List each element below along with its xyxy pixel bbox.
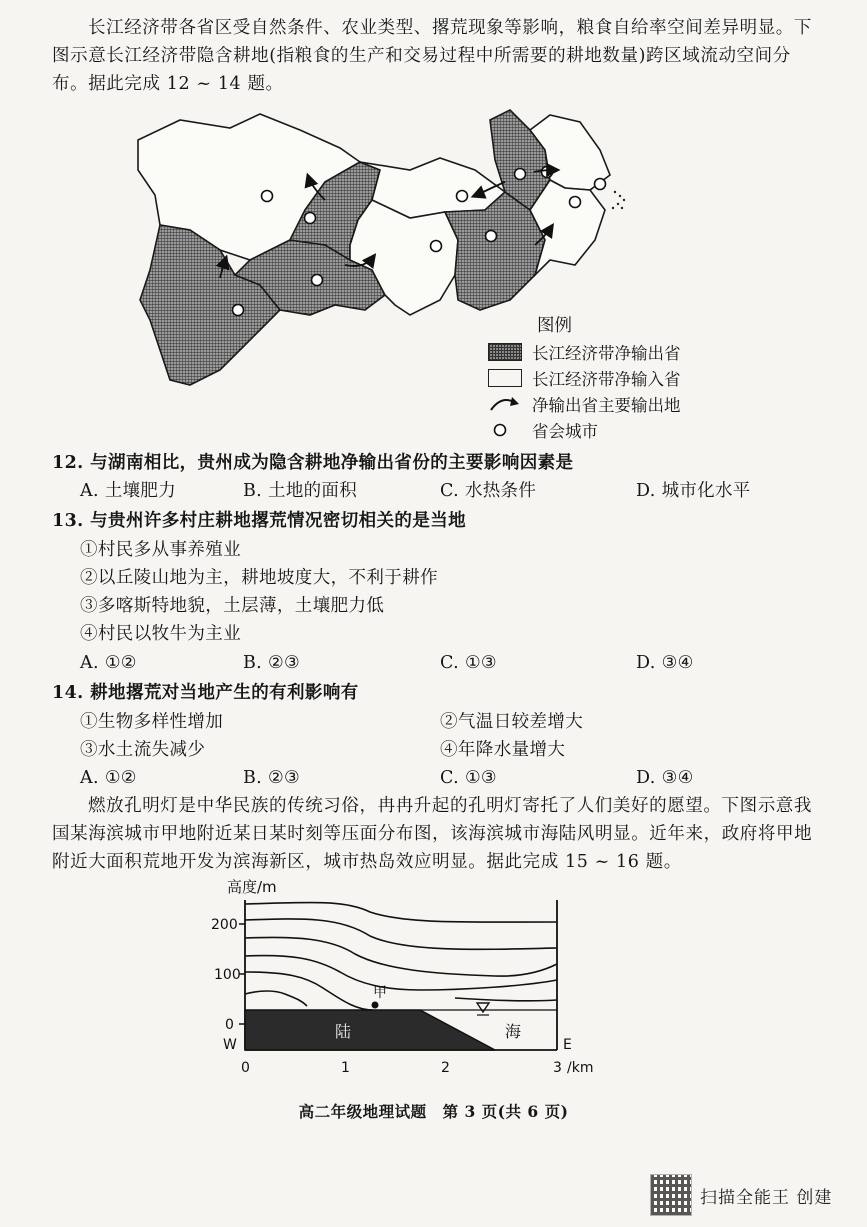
city-hangzhou <box>570 197 581 208</box>
hatch-swatch-icon <box>488 343 522 361</box>
west-label: W <box>223 1037 237 1053</box>
city-nanjing <box>542 167 553 178</box>
page-footer: 高二年级地理试题 第 3 页(共 6 页) <box>298 1102 569 1121</box>
legend-net-import: 长江经济带净输入省 <box>488 366 681 390</box>
xtick-0: 0 <box>241 1060 250 1076</box>
circle-icon <box>488 420 522 440</box>
curved-arrow-icon <box>488 394 522 414</box>
q12-option-b[interactable]: B. 土地的面积 <box>243 481 358 501</box>
q12-option-a[interactable]: A. 土壤肥力 <box>80 481 177 501</box>
xtick-1: 1 <box>341 1060 350 1076</box>
question-14-stem: 14. 耕地撂荒对当地产生的有利影响有 <box>52 683 359 703</box>
sea-label: 海 <box>505 1022 522 1041</box>
east-label: E <box>563 1037 572 1053</box>
q13-option-a[interactable]: A. ①② <box>80 653 137 673</box>
city-changsha <box>431 241 442 252</box>
site-label: 甲 <box>373 985 387 1001</box>
q14-option-d[interactable]: D. ③④ <box>636 768 694 788</box>
city-hefei <box>515 169 526 180</box>
site-marker <box>372 1002 379 1009</box>
legend-net-export: 长江经济带净输出省 <box>488 340 681 364</box>
city-shanghai <box>595 179 606 190</box>
ytick-100: 100 <box>214 967 241 983</box>
xtick-3: 3 <box>553 1060 562 1076</box>
xtick-2: 2 <box>441 1060 450 1076</box>
water-level-icon <box>477 1003 489 1012</box>
question-12-stem: 12. 与湖南相比，贵州成为隐含耕地净输出省份的主要影响因素是 <box>52 453 574 473</box>
ytick-0: 0 <box>225 1017 234 1033</box>
q14-item-4: ④年降水量增大 <box>440 740 566 760</box>
q14-item-1: ①生物多样性增加 <box>80 712 224 732</box>
q14-item-2: ②气温日较差增大 <box>440 712 584 732</box>
city-guiyang <box>312 275 323 286</box>
city-wuhan <box>457 191 468 202</box>
legend-export-arrow: 净输出省主要输出地 <box>488 392 681 416</box>
q14-option-a[interactable]: A. ①② <box>80 768 137 788</box>
white-swatch-icon <box>488 369 522 387</box>
watermark-text: 扫描全能王 创建 <box>700 1187 833 1208</box>
city-kunming <box>233 305 244 316</box>
qr-code-icon <box>650 1174 692 1216</box>
city-chengdu <box>262 191 273 202</box>
land-block <box>245 1010 495 1050</box>
q14-option-b[interactable]: B. ②③ <box>243 768 301 788</box>
q12-option-d[interactable]: D. 城市化水平 <box>636 481 751 501</box>
scanner-watermark <box>650 1170 860 1220</box>
ytick-200: 200 <box>211 917 238 933</box>
q13-option-d[interactable]: D. ③④ <box>636 653 694 673</box>
q13-item-2: ②以丘陵山地为主，耕地坡度大，不利于耕作 <box>80 568 438 588</box>
land-label: 陆 <box>335 1022 352 1041</box>
passage-intro-15-16: 燃放孔明灯是中华民族的传统习俗，冉冉升起的孔明灯寄托了人们美好的愿望。下图示意我国某海滨城市甲地附近某日某时刻等压面分布图，该海滨城市海陆风明显。近年来，政府将甲地附近大面积荒地开发为滨海新区，城市热岛效应明显。据此完成 15 ~ 16 题。 <box>52 796 813 872</box>
passage-intro-12-14: 长江经济带各省区受自然条件、农业类型、撂荒现象等影响，粮食自给率空间差异明显。下图示意长江经济带隐含耕地(指粮食的生产和交易过程中所需要的耕地数量)跨区域流动空间分布。据此完成 12 ~ 14 题。 <box>52 18 812 94</box>
profile-ylabel: 高度/m <box>227 878 277 896</box>
legend-title: 图例 <box>537 316 572 336</box>
city-chongqing <box>305 213 316 224</box>
q14-option-c[interactable]: C. ①③ <box>440 768 497 788</box>
xunit: /km <box>567 1060 594 1076</box>
q13-item-1: ①村民多从事养殖业 <box>80 540 242 560</box>
q13-item-3: ③多喀斯特地貌，土层薄，土壤肥力低 <box>80 596 385 616</box>
legend-capital: 省会城市 <box>488 418 598 442</box>
q12-option-c[interactable]: C. 水热条件 <box>440 481 537 501</box>
province-zhejiang <box>530 180 605 275</box>
q13-option-b[interactable]: B. ②③ <box>243 653 301 673</box>
q13-item-4: ④村民以牧牛为主业 <box>80 624 242 644</box>
q13-option-c[interactable]: C. ①③ <box>440 653 497 673</box>
q14-item-3: ③水土流失减少 <box>80 740 206 760</box>
city-nanchang <box>486 231 497 242</box>
isobar-profile <box>205 872 625 1082</box>
question-13-stem: 13. 与贵州许多村庄耕地撂荒情况密切相关的是当地 <box>52 511 467 531</box>
